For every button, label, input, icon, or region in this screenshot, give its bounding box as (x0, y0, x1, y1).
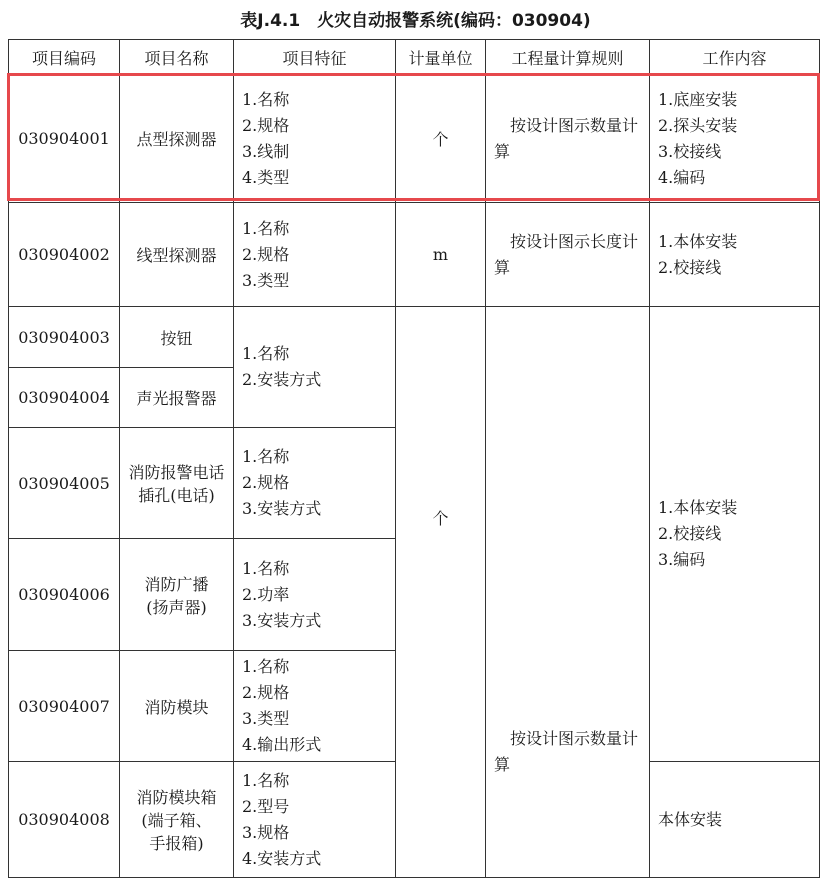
item-work: 1.底座安装 2.探头安装 3.校接线 4.编码 (650, 75, 820, 203)
item-code: 030904005 (9, 428, 120, 539)
header-features: 项目特征 (234, 40, 396, 75)
table-row (9, 203, 820, 307)
item-work: 1.本体安装 2.校接线 3.编码 (650, 307, 820, 762)
item-unit: 个 (396, 307, 486, 878)
header-rule: 工程量计算规则 (486, 40, 650, 75)
item-code: 030904008 (9, 762, 120, 878)
item-name: 消防报警电话 插孔(电话) (120, 428, 234, 539)
header-work: 工作内容 (650, 40, 820, 75)
item-name: 线型探测器 (120, 203, 234, 307)
header-row (9, 40, 820, 75)
table-title: 表J.4.1 火灾自动报警系统(编码：030904) (240, 11, 591, 31)
item-code: 030904007 (9, 651, 120, 762)
item-rule: 按设计图示数量计算 (486, 307, 650, 878)
item-unit: m (396, 203, 486, 307)
header-code: 项目编码 (9, 40, 120, 75)
item-work: 1.本体安装 2.校接线 (650, 203, 820, 307)
item-features: 1.名称 2.型号 3.规格 4.安装方式 (234, 762, 396, 878)
item-features: 1.名称 2.规格 3.类型 (234, 203, 396, 307)
item-name: 声光报警器 (120, 368, 234, 428)
item-features: 1.名称 2.规格 3.类型 4.输出形式 (234, 651, 396, 762)
item-name: 消防广播 (扬声器) (120, 539, 234, 651)
item-rule: 按设计图示长度计算 (486, 203, 650, 307)
item-features: 1.名称 2.规格 3.线制 4.类型 (234, 75, 396, 203)
item-code: 030904004 (9, 368, 120, 428)
item-name: 点型探测器 (120, 75, 234, 203)
item-features: 1.名称 2.规格 3.安装方式 (234, 428, 396, 539)
bill-of-quantities-table (8, 39, 820, 878)
item-name: 消防模块 (120, 651, 234, 762)
item-code: 030904001 (9, 75, 120, 203)
header-unit: 计量单位 (396, 40, 486, 75)
item-name: 按钮 (120, 307, 234, 368)
item-unit: 个 (396, 75, 486, 203)
item-code: 030904003 (9, 307, 120, 368)
header-name: 项目名称 (120, 40, 234, 75)
item-features: 1.名称 2.功率 3.安装方式 (234, 539, 396, 651)
table-row (9, 307, 820, 368)
item-rule: 按设计图示数量计算 (486, 75, 650, 203)
table-row (9, 75, 820, 203)
item-name: 消防模块箱 (端子箱、 手报箱) (120, 762, 234, 878)
item-code: 030904002 (9, 203, 120, 307)
item-code: 030904006 (9, 539, 120, 651)
item-work: 本体安装 (650, 762, 820, 878)
item-features: 1.名称 2.安装方式 (234, 307, 396, 428)
